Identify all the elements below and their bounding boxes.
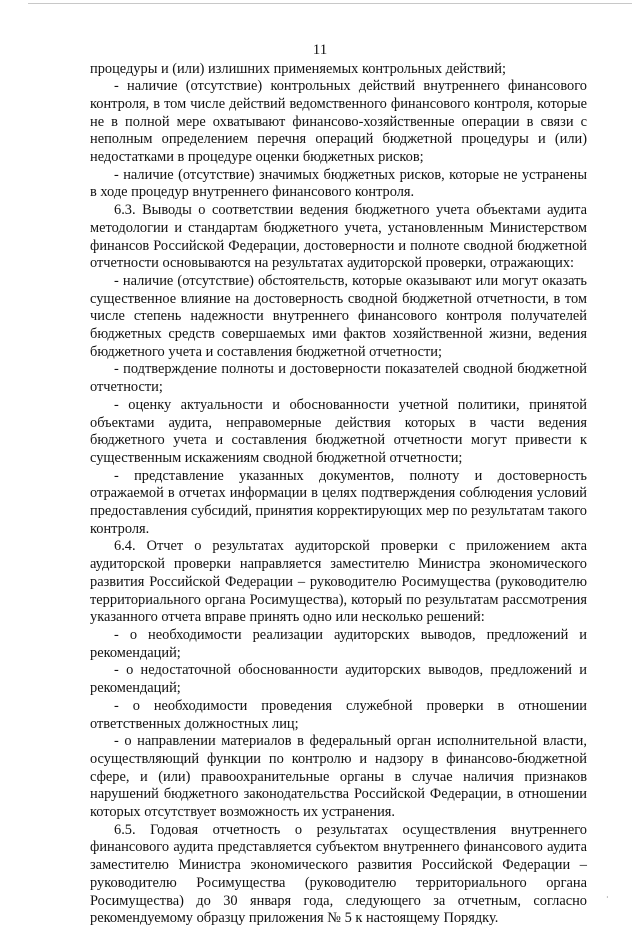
list-item-circumstances: - наличие (отсутствие) обстоятельств, которые оказывают или могут оказать существенное влияние на достоверность сводной бюджетной отчетности, в том числе степень надежности внутреннего финансового контроля получателей бюджетных средств совершаемых ими фактов хозяйственной жизни, ведения бюджетного учета и составления бюджетной отчетности; — [90, 272, 587, 360]
page-number: 11 — [312, 42, 328, 58]
section-6-5: 6.5. Годовая отчетность о результатах осуществления внутреннего финансового аудита представляется субъектом внутреннего финансового аудита заместителю Министра экономического развития Российской Федерации – руководителю Росимущества (руководителю территориального органа Росимущества) до 30 января года, следующего за отчетным, согласно рекомендуемому образцу приложения № 5 к настоящему Порядку. — [90, 821, 587, 927]
list-item-decision-inspection: - о необходимости проведения служебной проверки в отношении ответственных должностных лиц; — [90, 697, 587, 732]
list-item-documents: - представление указанных документов, полноту и достоверность отражаемой в отчетах информации в целях подтверждения соблюдения условий предоставления субсидий, принятия корректирующих мер по результатам такого контроля. — [90, 467, 587, 537]
section-6-4: 6.4. Отчет о результатах аудиторской проверки с приложением акта аудиторской проверки направляется заместителю Министра экономического развития Российской Федерации – руководителю Росимущества (руководителю территориального органа Росимущества), который по результатам рассмотрения указанного отчета вправе принять одно или несколько решений: — [90, 538, 587, 626]
list-item-decision-implementation: - о необходимости реализации аудиторских выводов, предложений и рекомендаций; — [90, 627, 587, 661]
section-6-3: 6.3. Выводы о соответствии ведения бюджетного учета объектами аудита методологии и стандартам бюджетного учета, установленным Министерством финансов Российской Федерации, достоверности и полноте сводной бюджетной отчетности основываются на результатах аудиторской проверки, отражающих: — [90, 202, 587, 272]
list-item-decision-referral: - о направлении материалов в федеральный орган исполнительной власти, осуществляющий функции по контролю и надзору в финансово-бюджетной сфере, и (или) правоохранительные органы в случае наличия признаков нарушений бюджетного законодательства Российской Федерации, в отношении которых отсутствует возможность их устранения. — [90, 733, 587, 821]
corner-mark: · — [606, 893, 609, 902]
list-item-accounting-policy: - оценку актуальности и обоснованности учетной политики, принятой объектами аудита, неправомерные действия которых в части ведения бюджетного учета и составления бюджетной отчетности могут привести к существенным искажениям сводной бюджетной отчетности; — [90, 396, 587, 466]
page-top-edge — [28, 3, 632, 4]
list-item-confirmation: - подтверждение полноты и достоверности показателей сводной бюджетной отчетности; — [90, 361, 587, 396]
list-item-significant-risks: - наличие (отсутствие) значимых бюджетных рисков, которые не устранены в ходе процедур внутреннего финансового контроля. — [90, 166, 587, 201]
list-item-decision-insufficient: - о недостаточной обоснованности аудиторских выводов, предложений и рекомендаций; — [90, 662, 587, 697]
list-item-internal-control-actions: - наличие (отсутствие) контрольных действий внутреннего финансового контроля, в том числе действий ведомственного финансового контроля, которые не в полной мере охватывают финансово-хозяйственные операции в связи с неполным определением перечня операций бюджетной процедуры и (или) недостатками в процедуре оценки бюджетных рисков; — [90, 78, 587, 166]
paragraph-continuation: процедуры и (или) излишних применяемых контрольных действий; — [90, 60, 506, 77]
document-body — [90, 61, 587, 928]
